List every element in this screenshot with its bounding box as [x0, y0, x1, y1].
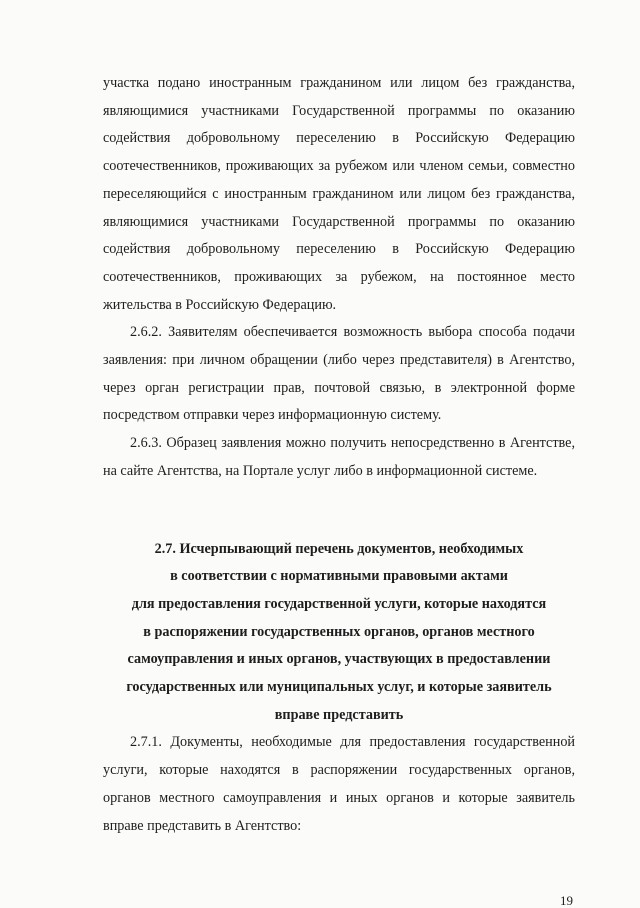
heading-line: для предоставления государственной услуги, которые находятся: [131, 595, 547, 612]
paragraph-2-7-1: 2.7.1. Документы, необходимые для предоставления государственной услуги, которые находятся в распоряжении государственных органов, органов местного самоуправления и иных органов и которые заявитель вправе представить в Агентство:: [103, 734, 575, 834]
document-body: [103, 70, 575, 840]
paragraph-2-6-3: 2.6.3. Образец заявления можно получить непосредственно в Агентстве, на сайте Агентства, на Портале услуг либо в информационной системе.: [103, 435, 575, 479]
heading-line: вправе представить: [274, 706, 404, 723]
paragraph-continuation: участка подано иностранным гражданином или лицом без гражданства, являющимися участниками Государственной программы по оказанию содействия добровольному переселению в Российскую Федерацию соотечественников, проживающих за рубежом или членом семьи, совместно переселяющийся с иностранным гражданином или лицом без гражданства, являющимися участниками Государственной программы по оказанию содействия добровольному переселению в Российскую Федерацию соотечественников, проживающих за рубежом, на постоянное место жительства в Российскую Федерацию.: [103, 75, 575, 313]
heading-line: самоуправления и иных органов, участвующих в предоставлении: [127, 651, 551, 668]
page-number: 19: [560, 893, 573, 908]
heading-line: в распоряжении государственных органов, органов местного: [143, 623, 535, 640]
heading-line: в соответствии с нормативными правовыми актами: [170, 568, 508, 585]
section-heading-2-7: [103, 536, 575, 730]
paragraph-2-6-2: 2.6.2. Заявителям обеспечивается возможность выбора способа подачи заявления: при личном обращении (либо через представителя) в Агентство, через орган регистрации прав, почтовой связью, в электронной форме посредством отправки через информационную систему.: [103, 324, 575, 424]
heading-line: 2.7. Исчерпывающий перечень документов, необходимых: [154, 540, 524, 557]
heading-line: государственных или муниципальных услуг, и которые заявитель: [126, 679, 552, 696]
